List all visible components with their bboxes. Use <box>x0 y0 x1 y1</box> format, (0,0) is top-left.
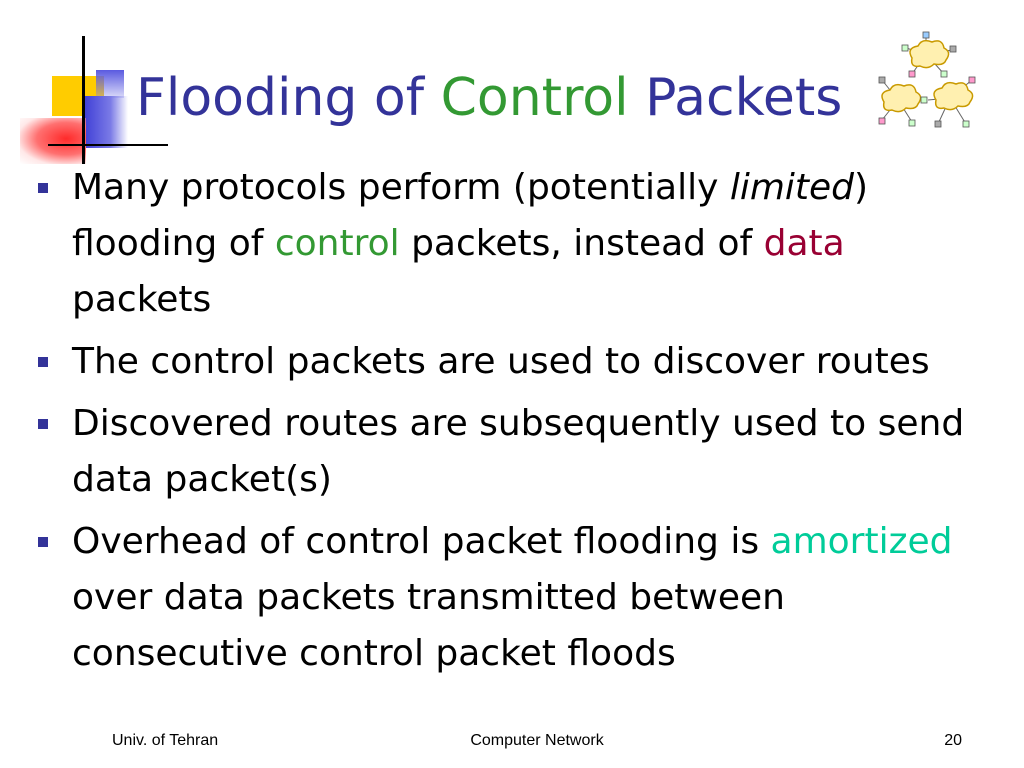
bullet-text-italic: limited <box>729 167 855 208</box>
page-number: 20 <box>944 732 962 749</box>
bullet-text-highlight: control <box>274 223 400 264</box>
bullet-text: packets <box>72 279 212 320</box>
bullet-item <box>36 396 976 508</box>
bullet-text: The control packets are used to discover routes <box>72 341 930 382</box>
bullet-marker-icon <box>38 183 48 193</box>
deco-blue-square <box>84 96 128 148</box>
bullet-marker-icon <box>38 537 48 547</box>
bullet-text: packets, instead of <box>399 223 764 264</box>
bullet-text-highlight: data <box>763 223 845 264</box>
deco-horizontal-line <box>48 144 168 146</box>
title-accent: Control <box>440 68 629 128</box>
bullet-text: over data packets transmitted between consecutive control packet floods <box>72 577 785 674</box>
footer-center: Computer Network <box>470 732 604 749</box>
bullet-text-highlight: amortized <box>770 521 953 562</box>
bullet-text: Overhead of control packet flooding is <box>72 521 771 562</box>
title-text-end: Packets <box>628 68 843 128</box>
bullet-item <box>36 334 976 390</box>
slide-title <box>136 62 842 134</box>
bullet-marker-icon <box>38 419 48 429</box>
network-clouds-icon <box>868 30 978 134</box>
deco-red-glow <box>20 118 86 164</box>
deco-blue-tab <box>96 70 124 98</box>
bullet-item <box>36 514 976 682</box>
bullet-marker-icon <box>38 357 48 367</box>
footer-left: Univ. of Tehran <box>112 732 219 749</box>
title-text: Flooding of <box>136 68 441 128</box>
bullet-text: Discovered routes are subsequently used to send data packet(s) <box>72 403 965 500</box>
bullet-item <box>36 160 976 328</box>
bullet-text: Many protocols perform (potentially <box>72 167 730 208</box>
bullet-list <box>36 160 976 688</box>
bullet-text: ) flooding of <box>72 167 869 264</box>
